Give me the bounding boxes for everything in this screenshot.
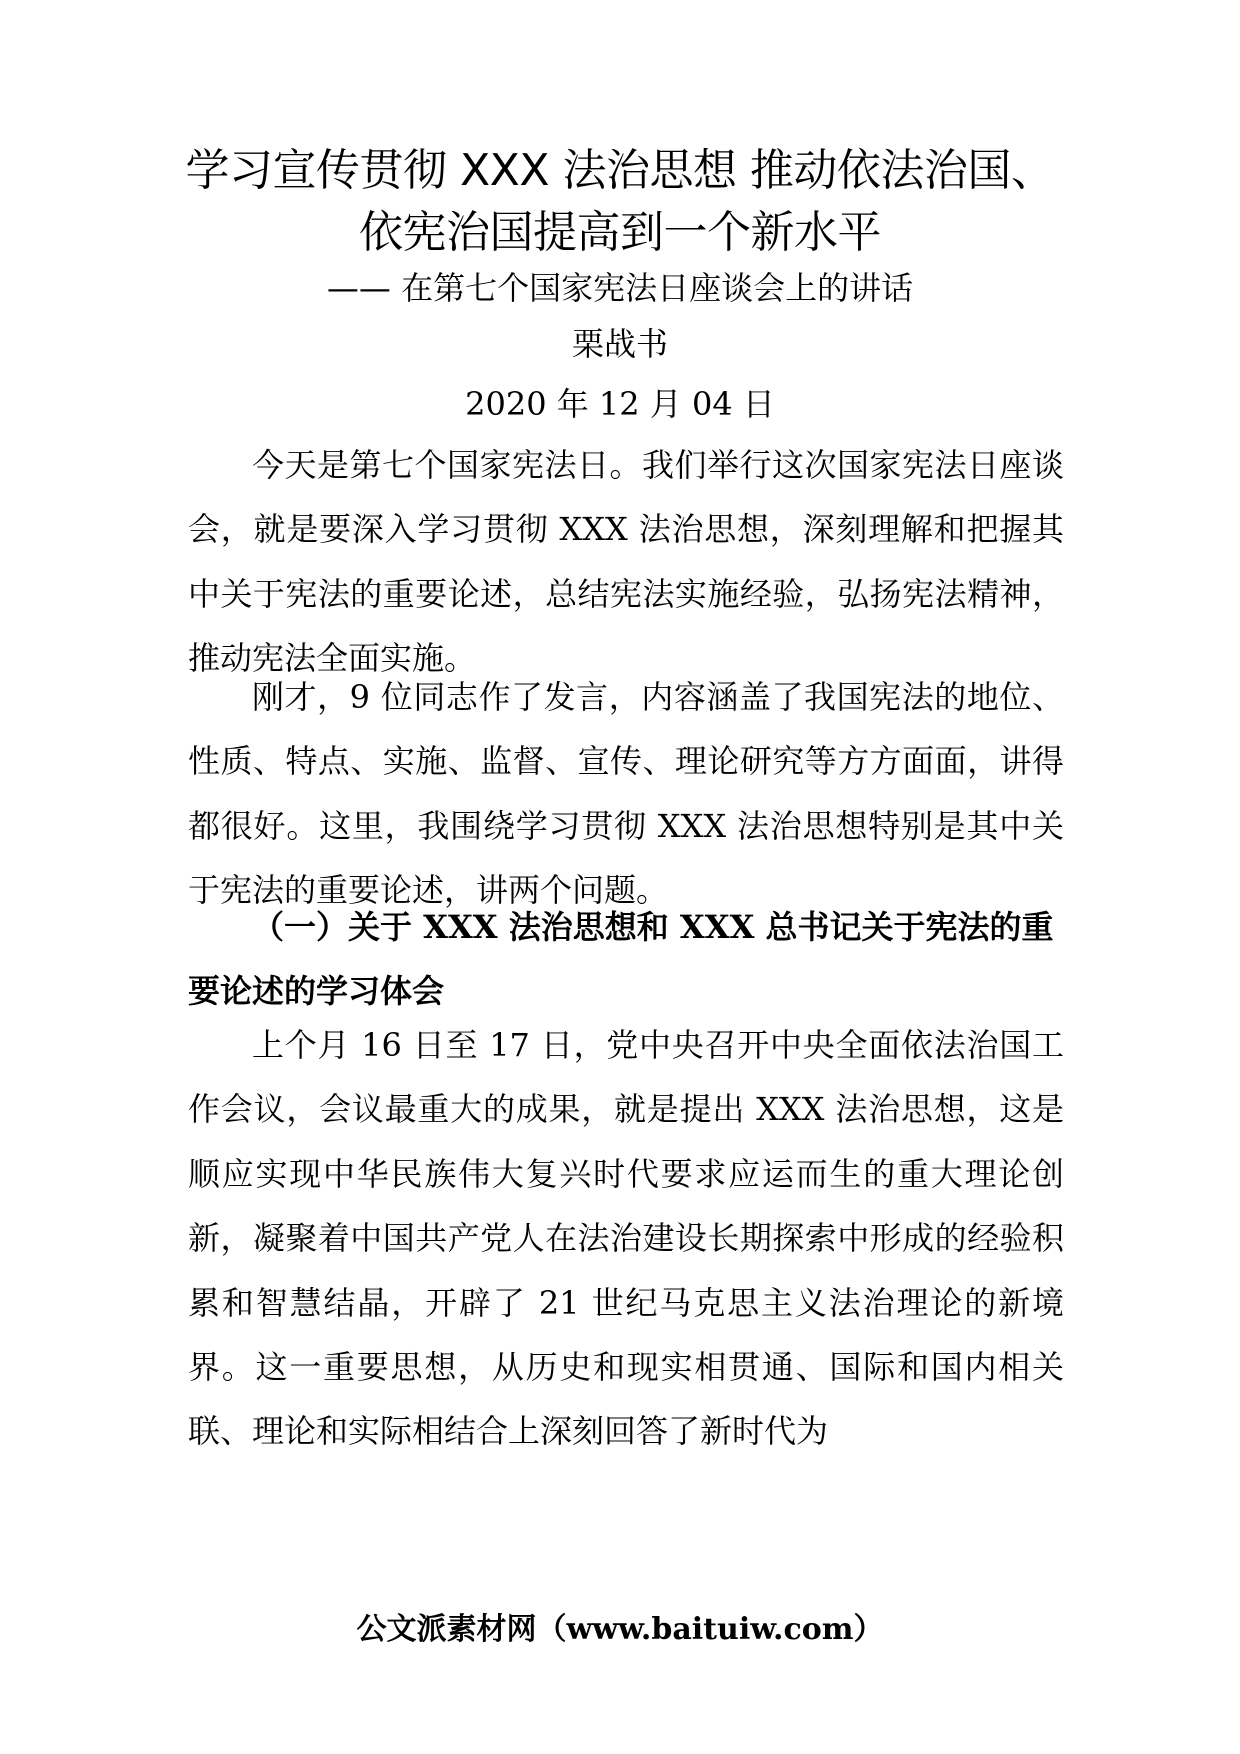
footer-source: 公文派素材网（www.baituiw.com） [356,1612,884,1647]
paragraph-2: 刚才，9 位同志作了发言，内容涵盖了我国宪法的地位、性质、特点、实施、监督、宣传、理论研究等方方面面，讲得都很好。这里，我围绕学习贯彻 XXX 法治思想特别是其中关于宪法的重要论述，讲两个问题。 [188,678,1064,910]
paragraph-3: 上个月 16 日至 17 日，党中央召开中央全面依法治国工作会议，会议最重大的成果，就是提出 XXX 法治思想，这是顺应实现中华民族伟大复兴时代要求应运而生的重大理论创新，凝聚着中国共产党人在法治建设长期探索中形成的经验积累和智慧结晶，开辟了 21 世纪马克思主义法治理论的新境界。这一重要思想，从历史和现实相贯通、国际和国内相关联、理论和实际相结合上深刻回答了新时代为 [188,1026,1064,1451]
document-date: 2020 年 12 月 04 日 [465,385,775,423]
section-heading: （一）关于 XXX 法治思想和 XXX 总书记关于宪法的重要论述的学习体会 [188,908,1054,1011]
document-subtitle: —— 在第七个国家宪法日座谈会上的讲话 [326,269,914,307]
paragraph-1: 今天是第七个国家宪法日。我们举行这次国家宪法日座谈会，就是要深入学习贯彻 XXX 法治思想，深刻理解和把握其中关于宪法的重要论述，总结宪法实施经验，弘扬宪法精神，推动宪法全面实施。 [188,446,1064,678]
document-title-line2: 依宪治国提高到一个新水平 [359,207,881,258]
document-author: 栗战书 [571,325,668,363]
document-title-line1: 学习宣传贯彻 XXX 法治思想 推动依法治国、 [185,145,1055,196]
